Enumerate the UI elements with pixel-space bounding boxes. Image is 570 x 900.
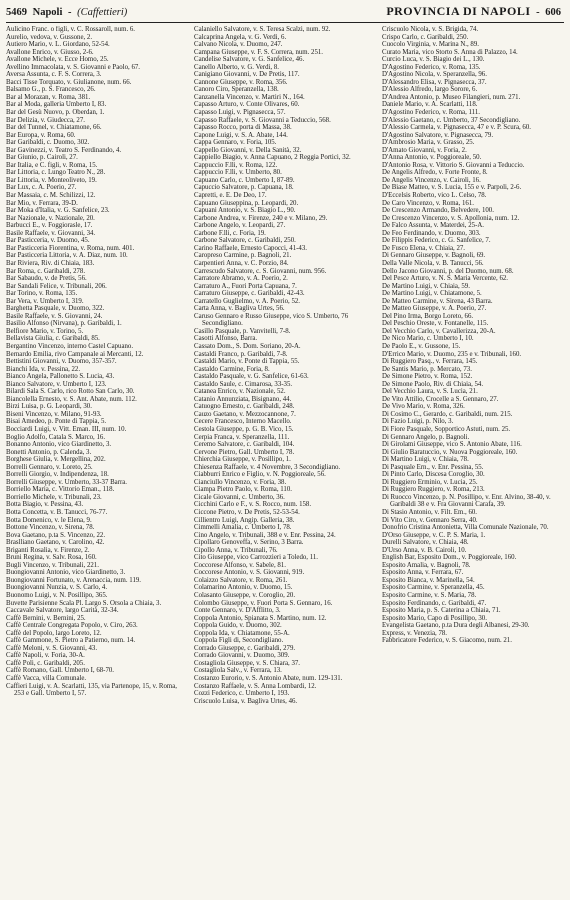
listing-entry: D'Andrea Antonio, p. Museo Filangieri, num. 271.	[382, 93, 521, 101]
listing-entry: Carpentieri Anna, v. C. Porzio, 84.	[194, 259, 289, 267]
listing-entry: Ciabburri Enrico e Figlio, v. N. Poggioreale, 56.	[194, 471, 326, 479]
listing-entry: Donofrio Cristina Antonietta, Villa Comunale Nazionale, 70.	[382, 524, 549, 532]
listing-entry: De Crescenzo Armando, Belvedere, 100.	[382, 207, 494, 215]
listing-entry: Bar Delizia, v. Giudecca, 27.	[6, 116, 85, 124]
listing-entry: Castaldo Pasquale, v. G. Sanfelice, 61-63.	[194, 373, 309, 381]
listing-entry: English Bar, Esposito Dom., v. Poggioreale, 160.	[382, 554, 517, 562]
listing-entry: Capuano Giuseppina, p. Leopardi, 20.	[194, 199, 299, 207]
listing-entry: Bonanno Antonio, vico Giardinetto, 3.	[6, 441, 112, 449]
listing-entry: Castaldo Saule, c. Cimarosa, 33-35.	[194, 380, 293, 388]
listing-entry: Fabbricatore Federico, v. S. Giacomo, num. 21.	[382, 637, 512, 645]
listing-entry: Bilardi Sala S. Carlo, rico Rotto San Carlo, 30.	[6, 388, 135, 396]
listing-entry: De Martino Luigi, v. Chiaia, 59.	[382, 282, 470, 290]
listing-entry: Corrado Giuseppe, c. Garibaldi, 279.	[194, 644, 296, 652]
listing-entry: Cappuccio F.lli, v. Umberto, 80.	[194, 169, 282, 177]
listing-entry: Corrado Giovanni, v. Duomo, 309.	[194, 652, 290, 660]
listing-entry: Bar Italia, e C. figli, v. Roma, 15.	[6, 161, 98, 169]
listing-entry: Durelli Salvatore, v. Chiaia, 48.	[382, 539, 469, 547]
listing-entry: Coccorese Alfonso, v. Sabele, 81.	[194, 561, 286, 569]
listing-entry: Cecere Francesco, Interno Macello.	[194, 418, 292, 426]
listing-entry: De Matteo Carmine, v. Sirena, 43 Barra.	[382, 297, 493, 305]
listing-entry: Basilio Alfonso (Nirvana), p. Garibaldi, 1.	[6, 320, 122, 328]
listing-entry: Braslliano Gaetano, v. Carolino, 42.	[6, 539, 105, 547]
listing-entry: Barbucci E., v. Foggiorasle, 17.	[6, 222, 93, 230]
listing-entry: Carraturo A., Fuori Porta Capuana, 7.	[194, 282, 297, 290]
listing-entry: D'Alessandro Elisa, v. Pignasecca, 37.	[382, 78, 487, 86]
listing-entry: Castaldi Mario, v. Ponte di Tappia, 55.	[194, 358, 300, 366]
listing-entry: De Falco Assunta, v. Materdei, 25-A.	[382, 222, 485, 230]
listing-entry: Di Pinto Carlo, Discesa Coroglio, 30.	[382, 471, 485, 479]
listing-entry: Balsamo G., p. S. Francesco, 26.	[6, 86, 96, 94]
listing-entry: Del Pino Irma, Borgo Loreto, 66.	[382, 312, 474, 320]
listing-entry: Catanea Enrico, v. Nazionale, 52.	[194, 388, 286, 396]
listing-entry: Bar Pasticceria, v. Duomo, 45.	[6, 237, 90, 245]
listing-entry: Capasso Raffaele, v. S. Giovanni a Teduccio, 568.	[194, 116, 331, 124]
listing-entry: Bellavista Giulia, c. Garibaldi, 85.	[6, 335, 100, 343]
listing-entry: D'Agostino Nicola, v. Speranzella, 96.	[382, 71, 487, 79]
listing-entry: Bettistini Giovanni, v. Duomo, 357-357.	[6, 358, 117, 366]
listing-entry: Cillientro Luigi, Angip. Galleria, 38.	[194, 516, 295, 524]
listing-entry: Cervone Pietro, Gall. Umberto I, 78.	[194, 448, 295, 456]
listing-entry: Calvano Nicola, v. Duomo, 247.	[194, 41, 283, 49]
listing-entry: Criscuolo Luisa, v. Bagliva Urtes, 46.	[194, 697, 298, 705]
listing-entry: Boglio Adolfo, Catala S. Marco, 16.	[6, 433, 106, 441]
listing-entry: Bianco Angela, Pallonetto S. Lucia, 43.	[6, 373, 115, 381]
listing-entry: Del Vecchio Carlo, v. Cavallerizza, 20-A.	[382, 327, 496, 335]
listing-entry: Coppola Guido, v. Duomo, 302.	[194, 622, 282, 630]
listing-entry: Di Girolami Giuseppe, vico S. Antonio Abate, 116.	[382, 441, 522, 449]
listing-entry: Bar Moka d'Italia, v. G. Sanfelice, 23.	[6, 207, 110, 215]
listing-entry: Cappuccio F.lli, v. Roma, 122.	[194, 161, 278, 169]
listing-entry: Capasso Luigi, v. Pignasecca, 57.	[194, 109, 286, 117]
listing-entry: D'Urso Anna, v. B. Cairoli, 10.	[382, 546, 467, 554]
listing-entry: De Vito Attilio, Crocelle a S. Gennaro, 27.	[382, 395, 499, 403]
listing-entry: Aurelio, vedova, v. Gussone, 2.	[6, 33, 93, 41]
listing-entry: Coppola Ida, v. Chiatamone, 55-A.	[194, 629, 290, 637]
listing-entry: Colaizzo Salvatore, v. Roma, 261.	[194, 576, 288, 584]
listing-entry: Esposito Carmine, v. S. Maria, 78.	[382, 592, 477, 600]
listing-entry: Aulicino Franc. o figli, v. C. Rossaroll, num. 6.	[6, 26, 136, 33]
listing-entry: Bova Gaetano, p.ta S. Vincenzo, 22.	[6, 531, 106, 539]
listing-entry: Bergantino Vincenzo, interno Castel Capuano.	[6, 342, 134, 350]
listing-entry: Bar Garibaldi, c. Duomo, 302.	[6, 139, 90, 147]
listing-entry: Caffè del Popolo, largo Loreto, 12.	[6, 629, 102, 637]
listing-entry: Buongiovanni Antonio, vico Giardinetto, 3.	[6, 569, 126, 577]
listing-entry: Bar Roma, c. Garibaldi, 278.	[6, 267, 86, 275]
listing-entry: Canzanella Vincenzo, v. Martiri N., 164.	[194, 93, 305, 101]
listing-entry: Caffè Vacca, villa Comunale.	[6, 675, 87, 683]
listing-entry: Bar Massaia, c. M. Schilizzi, 12.	[6, 192, 96, 200]
listing-entry: Costagliola Giuseppe, v. S. Chiara, 37.	[194, 659, 301, 667]
listing-entry: Catuogno Ernesto, c. Garibaldi, 248.	[194, 403, 295, 411]
listing-entry: D'Errico Mario, v. Duomo, 235 e v. Tribunali, 160.	[382, 350, 522, 358]
listing-entry: Bar del Gesù Nuovo, p. Oberdan, 1.	[6, 109, 105, 117]
listing-entry: Esposito Maria, p. S. Caterina a Chiaia, 71.	[382, 607, 501, 615]
listing-entry: Borrelli Giuseppe, v. Umberto, 33-37 Barra.	[6, 478, 128, 486]
listing-entry: Di Stasio Antonio, v. Filt. Em., 60.	[382, 509, 477, 516]
listing-entry: Caffè Bernini, v. Bernini, 25.	[6, 614, 86, 622]
listing-entry: Calaniello Salvatore, v. S. Teresa Scalzi, num. 92.	[194, 26, 331, 33]
listing-entry: Bar del Tunnel, v. Chiatamone, 66.	[6, 124, 102, 132]
listing-entry: Biancolella Ernesto, v. S. Ant. Abate, num. 112.	[6, 395, 137, 403]
listing-entry: Del Vecchio Laura, v. S. Lucia, 21.	[382, 388, 478, 396]
listing-entry: Briganti Rosalia, v. Firenze, 2.	[6, 546, 90, 554]
listing-entry: Bar Giunio, p. Cairoli, 27.	[6, 154, 78, 162]
listing-entry: De Vivo Mario, v. Roma, 326.	[382, 403, 465, 411]
listing-entry: Cauzo Gaetano, v. Mezzocannone, 7.	[194, 410, 296, 418]
listing-entry: Cianciullo Vincenzo, v. Foria, 38.	[194, 478, 287, 486]
listing-entry: Bar Pasticceria Littoria, v. A. Diaz, num. 10.	[6, 252, 128, 260]
listing-entry: Casillo Pasquale, p. Vanvitelli, 7-8.	[194, 327, 291, 335]
listing-entry: Bocciardi Luigi, v. Vitt. Eman. III, num. 10.	[6, 425, 127, 433]
listing-entry: Bar Sabaudo, v. de Pretis, 56.	[6, 275, 87, 283]
listing-entry: Ciccone Pietro, v. De Pretis, 52-53-54.	[194, 509, 300, 516]
listing-entry: D'Anna Antonio, v. Poggioreale, 50.	[382, 154, 482, 162]
listing-entry: D'Agostino Salvatore, v. Pignasecca, 79.	[382, 131, 494, 139]
listing-entry: Di Fiore Pasquale, Sopportico Astuti, num. 25.	[382, 425, 511, 433]
listing-entry: Castaldo Carmine, Foria, 8.	[194, 365, 270, 373]
listing-entry: Borriello Michele, v. Tribunali, 23.	[6, 493, 102, 501]
listing-entry: Ceremo Salvatore, c. Garibaldi, 104.	[194, 441, 295, 449]
listing-entry: Di Martino Luigi, v. Chiaia, 78.	[382, 456, 469, 464]
listing-entry: Cicchini Carlo e F., v. S. Rocco, num. 158.	[194, 501, 312, 509]
listing-entry: Coppola Figli di, Secondigliano.	[194, 637, 284, 645]
listing-entry: Canigiano Giovanni, v. De Pretis, 117.	[194, 71, 300, 79]
listing-entry: De Santis Mario, p. Mercato, 73.	[382, 365, 472, 373]
listing-entry: Botta Concetta, v. B. Tanucci, 76-77.	[6, 509, 108, 516]
listing-entry: Costagliola Salv., v. Ferrara, 13.	[194, 667, 282, 675]
listing-entry: Barghetta Pasquale, v. Duomo, 322.	[6, 305, 105, 313]
listing-entry: D'Agostino Federico, v. Roma, 135.	[382, 63, 481, 71]
listing-entry: Di Gennaro Angelo, p. Bagnoli.	[382, 433, 470, 441]
listing-entry: De Martino Luigi, v. Chiatamone, 5.	[382, 290, 482, 298]
listing-entry: Birzi Luisa, p. G. Leopardi, 30.	[6, 403, 92, 411]
province-title: PROVINCIA DI NAPOLI	[386, 4, 531, 18]
listing-entry: De Paolo E., v. Gussone, 15.	[382, 342, 461, 350]
listing-entry: Buonomo Luigi, v. N. Posillipo, 365.	[6, 592, 108, 600]
listing-entry: Bar Lux, c. A. Poerio, 27.	[6, 184, 77, 192]
listing-entry: Crispo Carlo, c. Garibaldi, 250.	[382, 33, 469, 41]
listing-entry: Casotti Alfonso, Barra.	[194, 335, 258, 343]
listing-entry: Cozzi Federico, c. Umberto I, 193.	[194, 690, 290, 698]
listing-entry: Di Gennaro Giuseppe, v. Bagnoli, 69.	[382, 252, 486, 260]
listing-entry: Capretti, e. E. De Deo, 17.	[194, 192, 267, 200]
listing-entry: Buvette Parisienne Scala Pl. Largo S. Orsola a Chiaia, 3.	[6, 599, 162, 607]
listing-entry: Bacci Tisse Torquato, v. Giulianone, num. 66.	[6, 78, 132, 86]
listing-entry: Bisai Amedeo, p. Ponte di Tappia, 5.	[6, 418, 107, 426]
listing-entry: Di Pasquale Ern., v. Enr. Pessina, 55.	[382, 463, 484, 471]
listing-entry: Avallone Michele, v. Ecce Homo, 25.	[6, 56, 109, 64]
listing-entry: Caruso Gennaro e Russo Giuseppe, vico S. Umberto, 76 Secondigliano.	[194, 312, 349, 328]
listing-entry: Botta Domenico, v. le Elena, 9.	[6, 516, 92, 524]
listing-entry: Cassato Dom., S. Dom. Soriano, 20-A.	[194, 342, 301, 350]
listing-entry: Esposito Amalia, v. Bagnoli, 78.	[382, 561, 471, 569]
listing-entry: Bernardo Emilia, rivo Campanale ai Mercanti, 12.	[6, 350, 144, 358]
listing-entry: Avellino Immacolata, v. S. Giovanni e Paolo, 67.	[6, 63, 140, 71]
listing-entry: Canoro Ciro, Speranzella, 138.	[194, 86, 279, 94]
listing-entry: Daniele Mario, v. A. Scarlatti, 118.	[382, 101, 478, 109]
listing-entry: Caropreso Carmine, p. Bagnoli, 21.	[194, 252, 292, 260]
listing-entry: Belfiore Mario, v. Torino, 5.	[6, 327, 84, 335]
listing-entry: De Crescenzo Vincenzo, v. S. Apollonia, num. 12.	[382, 214, 520, 222]
listing-entry: Capasso Rocco, porta di Massa, 38.	[194, 124, 292, 132]
listing-entry: Di Ruocco Vincenzo, p. N. Posillipo, v. Enr. Alvino, 38-40, v. Garibaldi 38 e v. Fra Giovanni Carafa, 39.	[382, 493, 551, 509]
listing-entry: Bianchi Ida, v. Pessina, 22.	[6, 365, 81, 373]
listing-entry: Di Ruggiero Ruggiero, v. Roma, 213.	[382, 486, 485, 494]
listing-entry: Carrescudo Salvatore, c. S. Giovanni, num. 956.	[194, 267, 327, 275]
listing-entry: Borriello Maria, c. Vittorio Eman., 118.	[6, 486, 115, 494]
listing-entry: Di Ruggiero Erminio, v. Lucia, 25.	[382, 478, 478, 486]
listing-entry: Botta Biagio, v. Pessina, 43.	[6, 501, 84, 509]
listing-entry: Carbone Angelo, v. Leopardi, 27.	[194, 222, 286, 230]
listing-entry: Cino Angelo, v. Tribunali, 388 e v. Enr. Pessina, 24.	[194, 531, 336, 539]
listing-entry: Bar Riviera, Riv. di Chiaia, 183.	[6, 259, 95, 267]
listing-entry: D'Amato Giovanni, v. Foria, 2.	[382, 146, 467, 154]
listing-entry: Buongiovanni Fortunato, v. Arenaccia, num. 119.	[6, 576, 142, 584]
listing-entry: Candelise Salvatore, v. G. Sanfelice, 46.	[194, 56, 305, 64]
listing-entry: Carbone F.lli, c. Foria, 19.	[194, 229, 266, 237]
listing-entry: Esposito Bianca, v. Marinella, 54.	[382, 576, 475, 584]
listing-column-2	[194, 26, 376, 896]
listing-entry: Caffè Romano, Gall. Umberto I, 68-70.	[6, 667, 115, 675]
listing-entry: Colasanto Giuseppe, v. Coroglio, 20.	[194, 592, 296, 600]
listing-entry: Biseni Vincenzo, v. Milano, 91-93.	[6, 410, 102, 418]
listing-entry: D'Ambrosio Maria, v. Grasso, 25.	[382, 139, 475, 147]
listing-entry: Carbone Andrea, v. Firenze, 240 e v. Milano, 29.	[194, 214, 328, 222]
listing-entry: De Biase Matteo, v. S. Lucia, 155 e v. Parpoli, 2-6.	[382, 184, 522, 192]
listing-entry: Capasso Arturo, v. Conte Olivares, 60.	[194, 101, 300, 109]
listing-entry: Campana Giuseppe, v. F. S. Correra, num. 251.	[194, 48, 324, 56]
listing-entry: De Simone Pietro, v. Roma, 152.	[382, 373, 473, 381]
listing-entry: Carraturo Giuseppe, c. Garibaldi, 42-43.	[194, 290, 305, 298]
listing-entry: Cestola Giuseppe, p. G. B. Vico, 15.	[194, 425, 294, 433]
listing-entry: Caccavale Salvatore, largo Carità, 32-34.	[6, 607, 119, 615]
listing-entry: Colombo Giuseppe, v. Fuori Porta S. Gennaro, 16.	[194, 599, 333, 607]
listing-entry: Cimmelli Amalia, c. Umberto I, 78.	[194, 524, 292, 532]
listing-entry: Express, v. Venezia, 78.	[382, 629, 447, 637]
listing-entry: Bar Sandali Felice, v. Tribunali, 206.	[6, 282, 107, 290]
listing-entry: Chiesenza Raffaele, v. 4 Novembre, 3 Secondigliano.	[194, 463, 341, 471]
listing-entry: D'Agostino Federico, v. Roma, 111.	[382, 109, 480, 117]
listing-entry: D'Eccelsis Roberto, vico L. Celso, 78.	[382, 192, 487, 200]
listing-entry: Di Vito Ciro, v. Gennaro Serra, 40.	[382, 516, 478, 524]
listing-entry: Bar Gavinezzi, v. Teatro S. Ferdinando, 4.	[6, 146, 122, 154]
listing-entry: Bottone Vincenzo, v. Sirena, 78.	[6, 524, 95, 532]
listing-entry: Carbone Salvatore, c. Garibaldi, 250.	[194, 237, 296, 245]
listing-columns	[6, 26, 564, 896]
listing-entry: Evangelista Gaetano, p.ta Dura degli Albanesi, 29-30.	[382, 622, 530, 630]
listing-entry: De Fusco Elena, v. Chiaia, 27.	[382, 244, 465, 252]
listing-entry: Autiero Mario, v. L. Giordano, 52-54.	[6, 41, 110, 49]
listing-entry: Calcaprina Angela, v. G. Verdi, 6.	[194, 33, 287, 41]
listing-entry: De Simone Paolo, Riv. di Chiaia, 54.	[382, 380, 484, 388]
listing-entry: Caffieri Luigi, v. A. Scarlatti, 135, via Partenope, 15, v. Roma, 253 e Gall. Umberto I, 57.	[6, 682, 177, 698]
listing-entry: Bar Torino, v. Roma, 135.	[6, 290, 78, 298]
listing-entry: Cipollaro Genoveffa, v. Serino, 3 Barra.	[194, 539, 304, 547]
listing-entry: Bar al Morazan, v. Roma, 381.	[6, 93, 91, 101]
listing-entry: D'Alessio Alfredo, largo Sorore, 6.	[382, 86, 478, 94]
listing-entry: Carratello Guglielmo, v. A. Poerio, 52.	[194, 297, 300, 305]
listing-entry: Bugli Vincenzo, v. Tribunali, 221.	[6, 561, 99, 569]
listing-entry: Caffè Centrale Congregata Popolo, v. Ciro, 263.	[6, 622, 138, 630]
page-number-left: 5469	[6, 7, 27, 18]
listing-entry: Bar Vera, v. Umberto I, 319.	[6, 297, 84, 305]
listing-entry: Coccorese Antonio, v. S. Giovanni, 919.	[194, 569, 305, 577]
listing-entry: Bar Nazionale, v. Nazionale, 20.	[6, 214, 95, 222]
listing-entry: Buongiovanni Nunzia, v. S. Carlo, 4.	[6, 584, 108, 592]
listing-entry: Cappiello Biagio, v. Anna Capuano, 2 Reggia Portici, 32.	[194, 154, 351, 162]
listing-entry: Ciampa Pietro Paolo, v. Roma, 110.	[194, 486, 292, 494]
listing-entry: Cito Giuseppe, vico Carrozzieri a Toledo, 11.	[194, 554, 319, 562]
listing-entry: D'Alessio Gaetano, c. Umberto, 37 Secondigliano.	[382, 116, 521, 124]
listing-entry: Bar Littoria, v. Monteoliveto, 19.	[6, 176, 97, 184]
listing-entry: D'Antonio Rosa, v. Vittorio S. Giovanni a Teduccio.	[382, 161, 525, 169]
listing-entry: Esposito Mario, Capo di Posillipo, 30.	[382, 614, 487, 622]
listing-entry: Conte Gennaro, v. D'Afflitto, 3.	[194, 607, 281, 615]
listing-entry: De Angelis Alfredo, v. Forte Fronte, 8.	[382, 169, 488, 177]
listing-entry: Borrelli Gennaro, v. Loreto, 25.	[6, 463, 93, 471]
listing-entry: De Caro Vincenzo, v. Roma, 161.	[382, 199, 474, 207]
category-name: (Caffettieri)	[77, 7, 128, 18]
listing-entry: Caffè Poli, c. Garibaldi, 205.	[6, 659, 85, 667]
listing-entry: Cerpia Franca, v. Speranzella, 111.	[194, 433, 290, 441]
listing-column-3	[382, 26, 564, 896]
listing-entry: Colamarino Antonio, v. Duomo, 15.	[194, 584, 293, 592]
listing-entry: Caffè Gammone, S. Pietro a Patierno, num. 14.	[6, 637, 136, 645]
listing-entry: Avallone Enrico, v. Giusso, 2-6.	[6, 48, 94, 56]
header-right: PROVINCIA DI NAPOLI - 606	[386, 4, 561, 18]
listing-entry: Borrelli Giorgio, v. Indipendenza, 18.	[6, 471, 109, 479]
listing-entry: Basile Raffaele, v. S. Giovanni, 24.	[6, 312, 103, 320]
listing-entry: Bar Mio, v. Ferrara, 39-D.	[6, 199, 78, 207]
listing-entry: Dello Jacono Giovanni, p. del Duomo, num. 68.	[382, 267, 514, 275]
listing-entry: Coppola Antonio, Spianata S. Martino, num. 12.	[194, 614, 327, 622]
listing-entry: Di Ruggiero Pasq., v. Ferrara, 145.	[382, 358, 478, 366]
listing-entry: Carino Raffaele, Ernesto Capocci, 41-43.	[194, 244, 307, 252]
listing-entry: Cipollo Anna, v. Tribunali, 76.	[194, 546, 278, 554]
listing-entry: Bianco Salvatore, v. Umberto I, 123.	[6, 380, 107, 388]
listing-entry: Di Fazio Luigi, p. Nilo, 3.	[382, 418, 454, 426]
listing-entry: Bar al Moda, galleria Umberto I, 83.	[6, 101, 107, 109]
listing-entry: Cicale Giovanni, c. Umberto, 36.	[194, 493, 285, 501]
listing-entry: Criscuolo Nicola, v. S. Brigida, 74.	[382, 26, 479, 33]
listing-entry: Carta Anna, v. Bagliva Urtes, 56.	[194, 305, 285, 313]
listing-entry: Del Pesce Arturo, v. N. S. Maria Vercente, 62.	[382, 275, 509, 283]
listing-entry: Di Cosimo C., Gerardo, c. Garibaldi, num. 215.	[382, 410, 513, 418]
header-left: 5469 Napoli - (Caffettieri)	[6, 7, 128, 18]
listing-entry: Caffè Meloni, v. S. Giovanni, 43.	[6, 644, 98, 652]
listing-entry: Di Giulio Baratuccio, v. Nuova Poggioreale, 160.	[382, 448, 518, 456]
listing-column-1	[6, 26, 188, 896]
listing-entry: Costanzo Raffaele, v. S. Anna Lombardi, 12.	[194, 682, 317, 690]
listing-entry: Borghese Giulia, v. Mergellina, 202.	[6, 456, 106, 464]
listing-entry: D'Alessio Carmela, v. Pignasecca, 47 e v. P. Scura, 60.	[382, 124, 531, 132]
listing-entry: Della Valle Nicola, v. B. Tanucci, 56.	[382, 259, 484, 267]
listing-entry: Capuani Antonio, v. S. Biagio L., 90.	[194, 207, 296, 215]
listing-entry: Esposito Carmine, v. Speranzella, 45.	[382, 584, 485, 592]
city-name: Napoli	[32, 7, 63, 18]
listing-entry: De Matteo Giuseppe, v. A. Poerio, 27.	[382, 305, 487, 313]
listing-entry: De Angelis Vincenzo, v. Cairoli, 16.	[382, 176, 481, 184]
listing-entry: Cappa Gennaro, v. Foria, 105.	[194, 139, 277, 147]
listing-entry: Bonetti Antonio, p. Calenda, 3.	[6, 448, 92, 456]
listing-entry: Catanio Annunziata, Bisignano, 44.	[194, 395, 292, 403]
listing-entry: De Nico Mario, c. Umberto I, 10.	[382, 335, 474, 343]
listing-entry: D'Orso Giuseppe, v. C. P. S. Maria, 1.	[382, 531, 486, 539]
listing-entry: Capuano Carlo, c. Umberto I, 87-89.	[194, 176, 295, 184]
listing-entry: Esposito Ferdinando, c. Garibaldi, 47.	[382, 599, 487, 607]
listing-entry: Chierchia Giuseppe, v. Posillipo, 1.	[194, 456, 291, 464]
listing-entry: Bar Europa, v. Roma, 60.	[6, 131, 76, 139]
listing-entry: Carratore Abramo, v. A. Poerio, 2.	[194, 275, 288, 283]
listing-entry: Caffè Napoli, v. Foria, 30-A.	[6, 652, 85, 660]
listing-entry: Cuocolo Virginia, v. Marina N., 89.	[382, 41, 479, 49]
listing-entry: Basile Raffaele, v. Giovanni, 34.	[6, 229, 96, 237]
listing-entry: De Filippis Federico, c. G. Sanfelice, 7.	[382, 237, 491, 245]
listing-entry: Bar Pasticceria Fiorentina, v. Roma, num. 401.	[6, 244, 135, 252]
listing-entry: Cannone Giuseppe, v. Roma, 356.	[194, 78, 288, 86]
listing-entry: Cappello Giovanni, v. Della Sanità, 32.	[194, 146, 302, 154]
listing-entry: Curcio Luca, v. S. Biagio dei L., 130.	[382, 56, 485, 64]
listing-entry: De Feo Ferdinando, v. Duomo, 303.	[382, 229, 481, 237]
listing-entry: Del Peschio Oreste, v. Fontanelle, 115.	[382, 320, 489, 328]
listing-entry: Castaldi Franco, p. Garibaldi, 7-8.	[194, 350, 288, 358]
listing-entry: Curato Maria, vico Storto S. Anna di Palazzo, 14.	[382, 48, 518, 56]
page-header	[6, 4, 564, 23]
listing-entry: Costanzo Eurorio, v. S. Antonio Abate, num. 129-131.	[194, 675, 343, 683]
listing-entry: Capone Luigi, v. S. A. Abate, 144.	[194, 131, 288, 139]
listing-entry: Bruni Regina, v. Salv. Rosa, 160.	[6, 554, 97, 562]
listing-entry: Bar Littoria, c. Lungo Teatro N., 28.	[6, 169, 106, 177]
listing-entry: Aversa Assunta, c. F. S. Correra, 3.	[6, 71, 102, 79]
listing-entry: Canello Alberto, v. G. Verdi, 8.	[194, 63, 279, 71]
listing-entry: Capuccio Salvatore, p. Capuana, 18.	[194, 184, 294, 192]
listing-entry: Esposito Anna, v. Ferrara, 67.	[382, 569, 464, 577]
page-number-right: 606	[545, 7, 561, 18]
